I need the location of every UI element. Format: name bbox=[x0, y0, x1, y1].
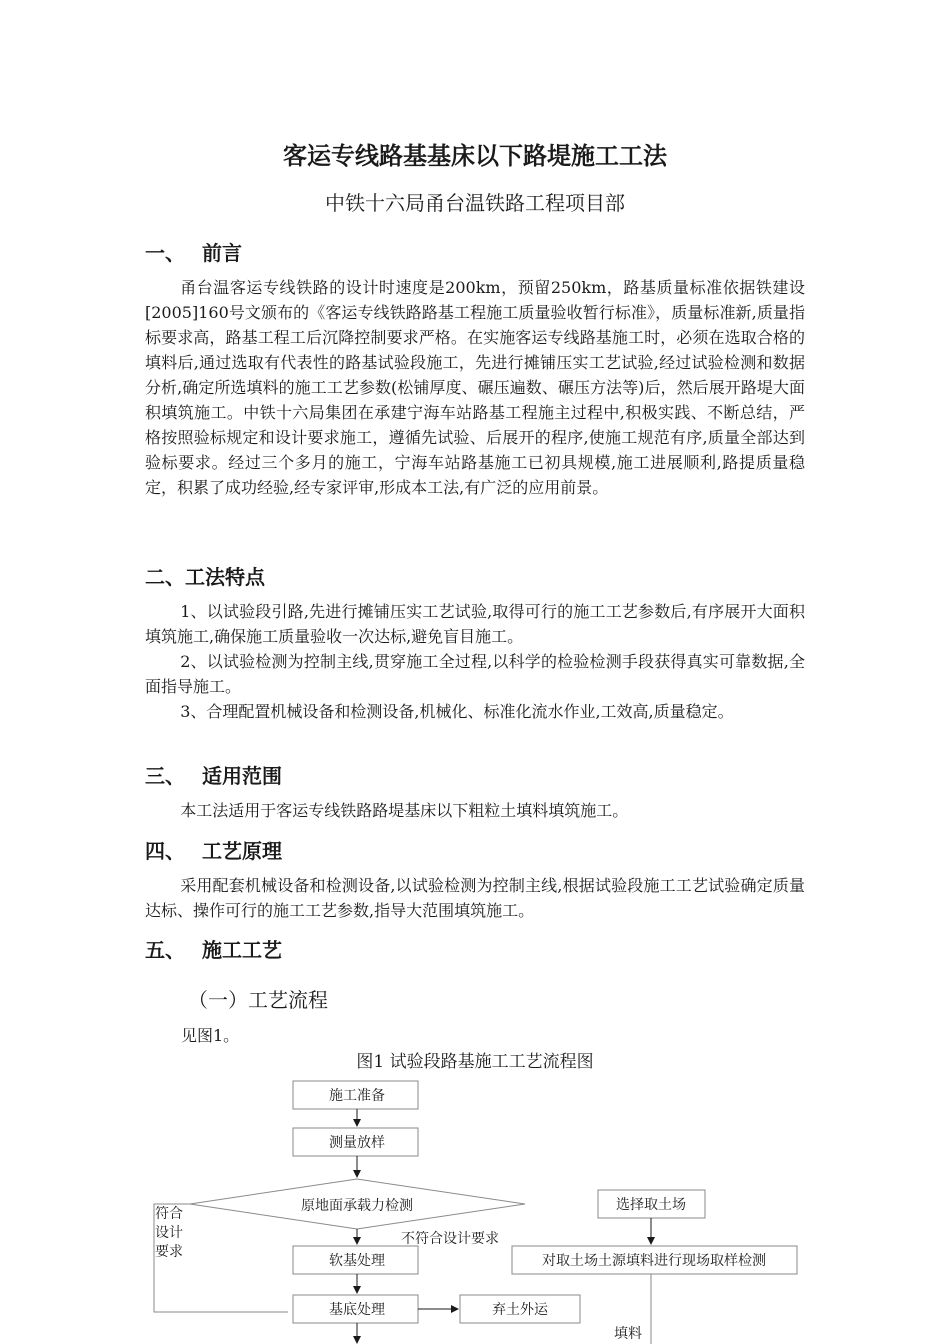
flow-label-bearing-test: 原地面承载力检测 bbox=[301, 1198, 413, 1214]
section-heading bbox=[145, 760, 282, 789]
paragraph: 1、以试验段引路,先进行摊铺压实工艺试验,取得可行的施工工艺参数后,有序展开大面积填筑施工,确保施工质量验收一次达标,避免盲目施工。 bbox=[145, 602, 805, 646]
subsection-heading: （一）工艺流程 bbox=[188, 988, 328, 1012]
flow-label-borrow-test: 对取土场土源填料进行现场取样检测 bbox=[542, 1253, 766, 1269]
section-title: 工艺原理 bbox=[202, 839, 282, 863]
section-number: 二、 bbox=[145, 565, 185, 589]
flow-label-not-meets: 不符合设计要求 bbox=[401, 1231, 499, 1247]
flow-label-prepare: 施工准备 bbox=[329, 1088, 385, 1104]
section-number: 四、 bbox=[145, 839, 185, 863]
flow-label-spoil: 弃土外运 bbox=[492, 1302, 548, 1318]
paragraph: 3、合理配置机械设备和检测设备,机械化、标准化流水作业,工效高,质量稳定。 bbox=[180, 702, 734, 721]
document-author: 中铁十六局甬台温铁路工程项目部 bbox=[325, 191, 625, 215]
section-title: 前言 bbox=[202, 241, 242, 265]
section-heading bbox=[145, 237, 242, 266]
flow-label-meets-3: 要求 bbox=[155, 1244, 183, 1260]
paragraph: 采用配套机械设备和检测设备,以试验检测为控制主线,根据试验段施工工艺试验确定质量达标、操作可行的施工工艺参数,指导大范围填筑施工。 bbox=[145, 876, 805, 920]
paragraph: 2、以试验检测为控制主线,贯穿施工全过程,以科学的检验检测手段获得真实可靠数据,全面指导施工。 bbox=[145, 652, 805, 696]
section-heading bbox=[145, 835, 282, 864]
flow-label-meets-1: 符合 bbox=[155, 1206, 183, 1222]
section-number: 三、 bbox=[145, 764, 185, 788]
flow-label-borrow-select: 选择取土场 bbox=[616, 1197, 686, 1213]
section-number: 五、 bbox=[145, 938, 185, 962]
section-title: 施工工艺 bbox=[202, 938, 282, 962]
section-number: 一、 bbox=[145, 241, 185, 265]
paragraph: 甬台温客运专线铁路的设计时速度是200km，预留250km，路基质量标准依据铁建设[2005]160号文颁布的《客运专线铁路路基工程施工质量验收暂行标准》，质量标准新,质量指标要求高，路基工程工后沉降控制要求严格。在实施客运专线路基施工时，必须在选取合格的填料后,通过选取有代表性的路基试验段施工，先进行摊铺压实工艺试验,经过试验检测和数据分析,确定所选填料的施工工艺参数(松铺厚度、碾压遍数、碾压方法等)后，然后展开路堤大面积填筑施工。中铁十六局集团在承建宁海车站路基工程施主过程中,积极实践、不断总结，严格按照验标规定和设计要求施工，遵循先试验、后展开的程序,使施工规范有序,质量全部达到验标要求。经过三个多月的施工，宁海车站路基施工已初具规模,施工进展顺利,路提质量稳定，积累了成功经验,经专家评审,形成本工法,有广泛的应用前景。 bbox=[145, 278, 805, 497]
document-title: 客运专线路基基床以下路堤施工工法 bbox=[283, 142, 667, 170]
section-heading bbox=[145, 561, 265, 590]
figure-reference: 见图1。 bbox=[181, 1026, 240, 1045]
paragraph: 本工法适用于客运专线铁路路堤基床以下粗粒土填料填筑施工。 bbox=[180, 801, 629, 820]
flow-label-fill: 填料 bbox=[614, 1326, 642, 1342]
flow-label-survey: 测量放样 bbox=[329, 1135, 385, 1151]
flow-label-base-treat: 基底处理 bbox=[329, 1302, 385, 1318]
section-title: 适用范围 bbox=[202, 764, 282, 788]
flowchart bbox=[0, 1070, 950, 1344]
figure-caption: 图1 试验段路基施工工艺流程图 bbox=[356, 1052, 594, 1072]
section-title: 工法特点 bbox=[185, 565, 265, 589]
flow-label-soft-base: 软基处理 bbox=[329, 1253, 385, 1269]
flow-label-meets-2: 设计 bbox=[155, 1225, 183, 1241]
section-heading bbox=[145, 934, 282, 963]
